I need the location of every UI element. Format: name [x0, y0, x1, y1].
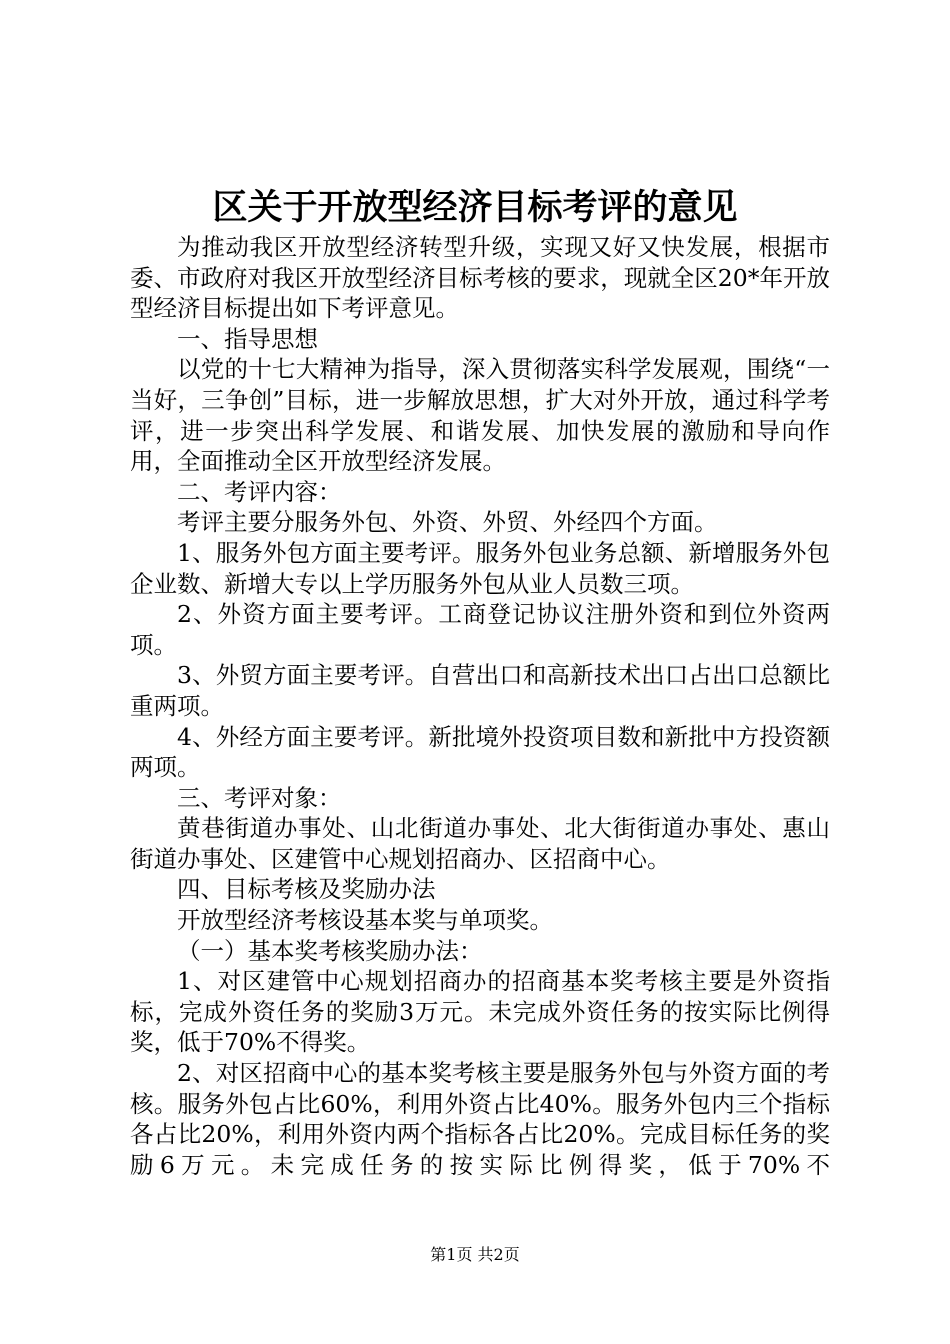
section-heading-evaluation-targets: 三、考评对象： — [177, 783, 342, 812]
item-overseas-economy: 4、外经方面主要考评。新批境外投资项目数和新批中方投资额两项。 — [130, 722, 830, 782]
section-heading-assessment-rewards: 四、目标考核及奖励办法 — [177, 875, 436, 904]
subsection-heading-basic-reward: （一）基本奖考核奖励办法： — [177, 936, 483, 965]
section-heading-guiding-ideology: 一、指导思想 — [177, 324, 318, 353]
basic-reward-item-1: 1、对区建管中心规划招商办的招商基本奖考核主要是外资指标，完成外资任务的奖励3万元。未完成外资任务的按实际比例得奖，低于70%不得奖。 — [130, 967, 830, 1057]
page-footer: 第1页 共2页 — [430, 1245, 520, 1264]
basic-reward-item-2: 2、对区招商中心的基本奖考核主要是服务外包与外资方面的考核。服务外包占比60%，利用外资占比40%。服务外包内三个指标各占比20%，利用外资内两个指标各占比20%。完成目标任务的奖励6万元。未完成任务的按实际比例得奖，低于70%不 — [130, 1059, 830, 1179]
document-body — [130, 232, 830, 1180]
item-foreign-investment: 2、外资方面主要考评。工商登记协议注册外资和到位外资两项。 — [130, 600, 830, 659]
item-service-outsourcing: 1、服务外包方面主要考评。服务外包业务总额、新增服务外包企业数、新增大专以上学历服务外包从业人员数三项。 — [130, 538, 830, 598]
guiding-ideology-paragraph: 以党的十七大精神为指导，深入贯彻落实科学发展观，围绕“一当好，三争创”目标，进一步解放思想，扩大对外开放，通过科学考评，进一步突出科学发展、和谐发展、加快发展的激励和导向作用，全面推动全区开放型经济发展。 — [130, 355, 830, 476]
document-title: 区关于开放型经济目标考评的意见 — [212, 187, 738, 228]
evaluation-content-summary: 考评主要分服务外包、外资、外贸、外经四个方面。 — [177, 508, 718, 537]
intro-paragraph: 为推动我区开放型经济转型升级，实现又好又快发展，根据市委、市政府对我区开放型经济目标考核的要求，现就全区20*年开放型经济目标提出如下考评意见。 — [130, 233, 830, 323]
evaluation-targets-paragraph: 黄巷街道办事处、山北街道办事处、北大街街道办事处、惠山街道办事处、区建管中心规划招商办、区招商中心。 — [130, 814, 830, 873]
section-heading-evaluation-content: 二、考评内容： — [177, 477, 342, 506]
item-foreign-trade: 3、外贸方面主要考评。自营出口和高新技术出口占出口总额比重两项。 — [130, 661, 830, 720]
rewards-summary: 开放型经济考核设基本奖与单项奖。 — [177, 906, 553, 935]
